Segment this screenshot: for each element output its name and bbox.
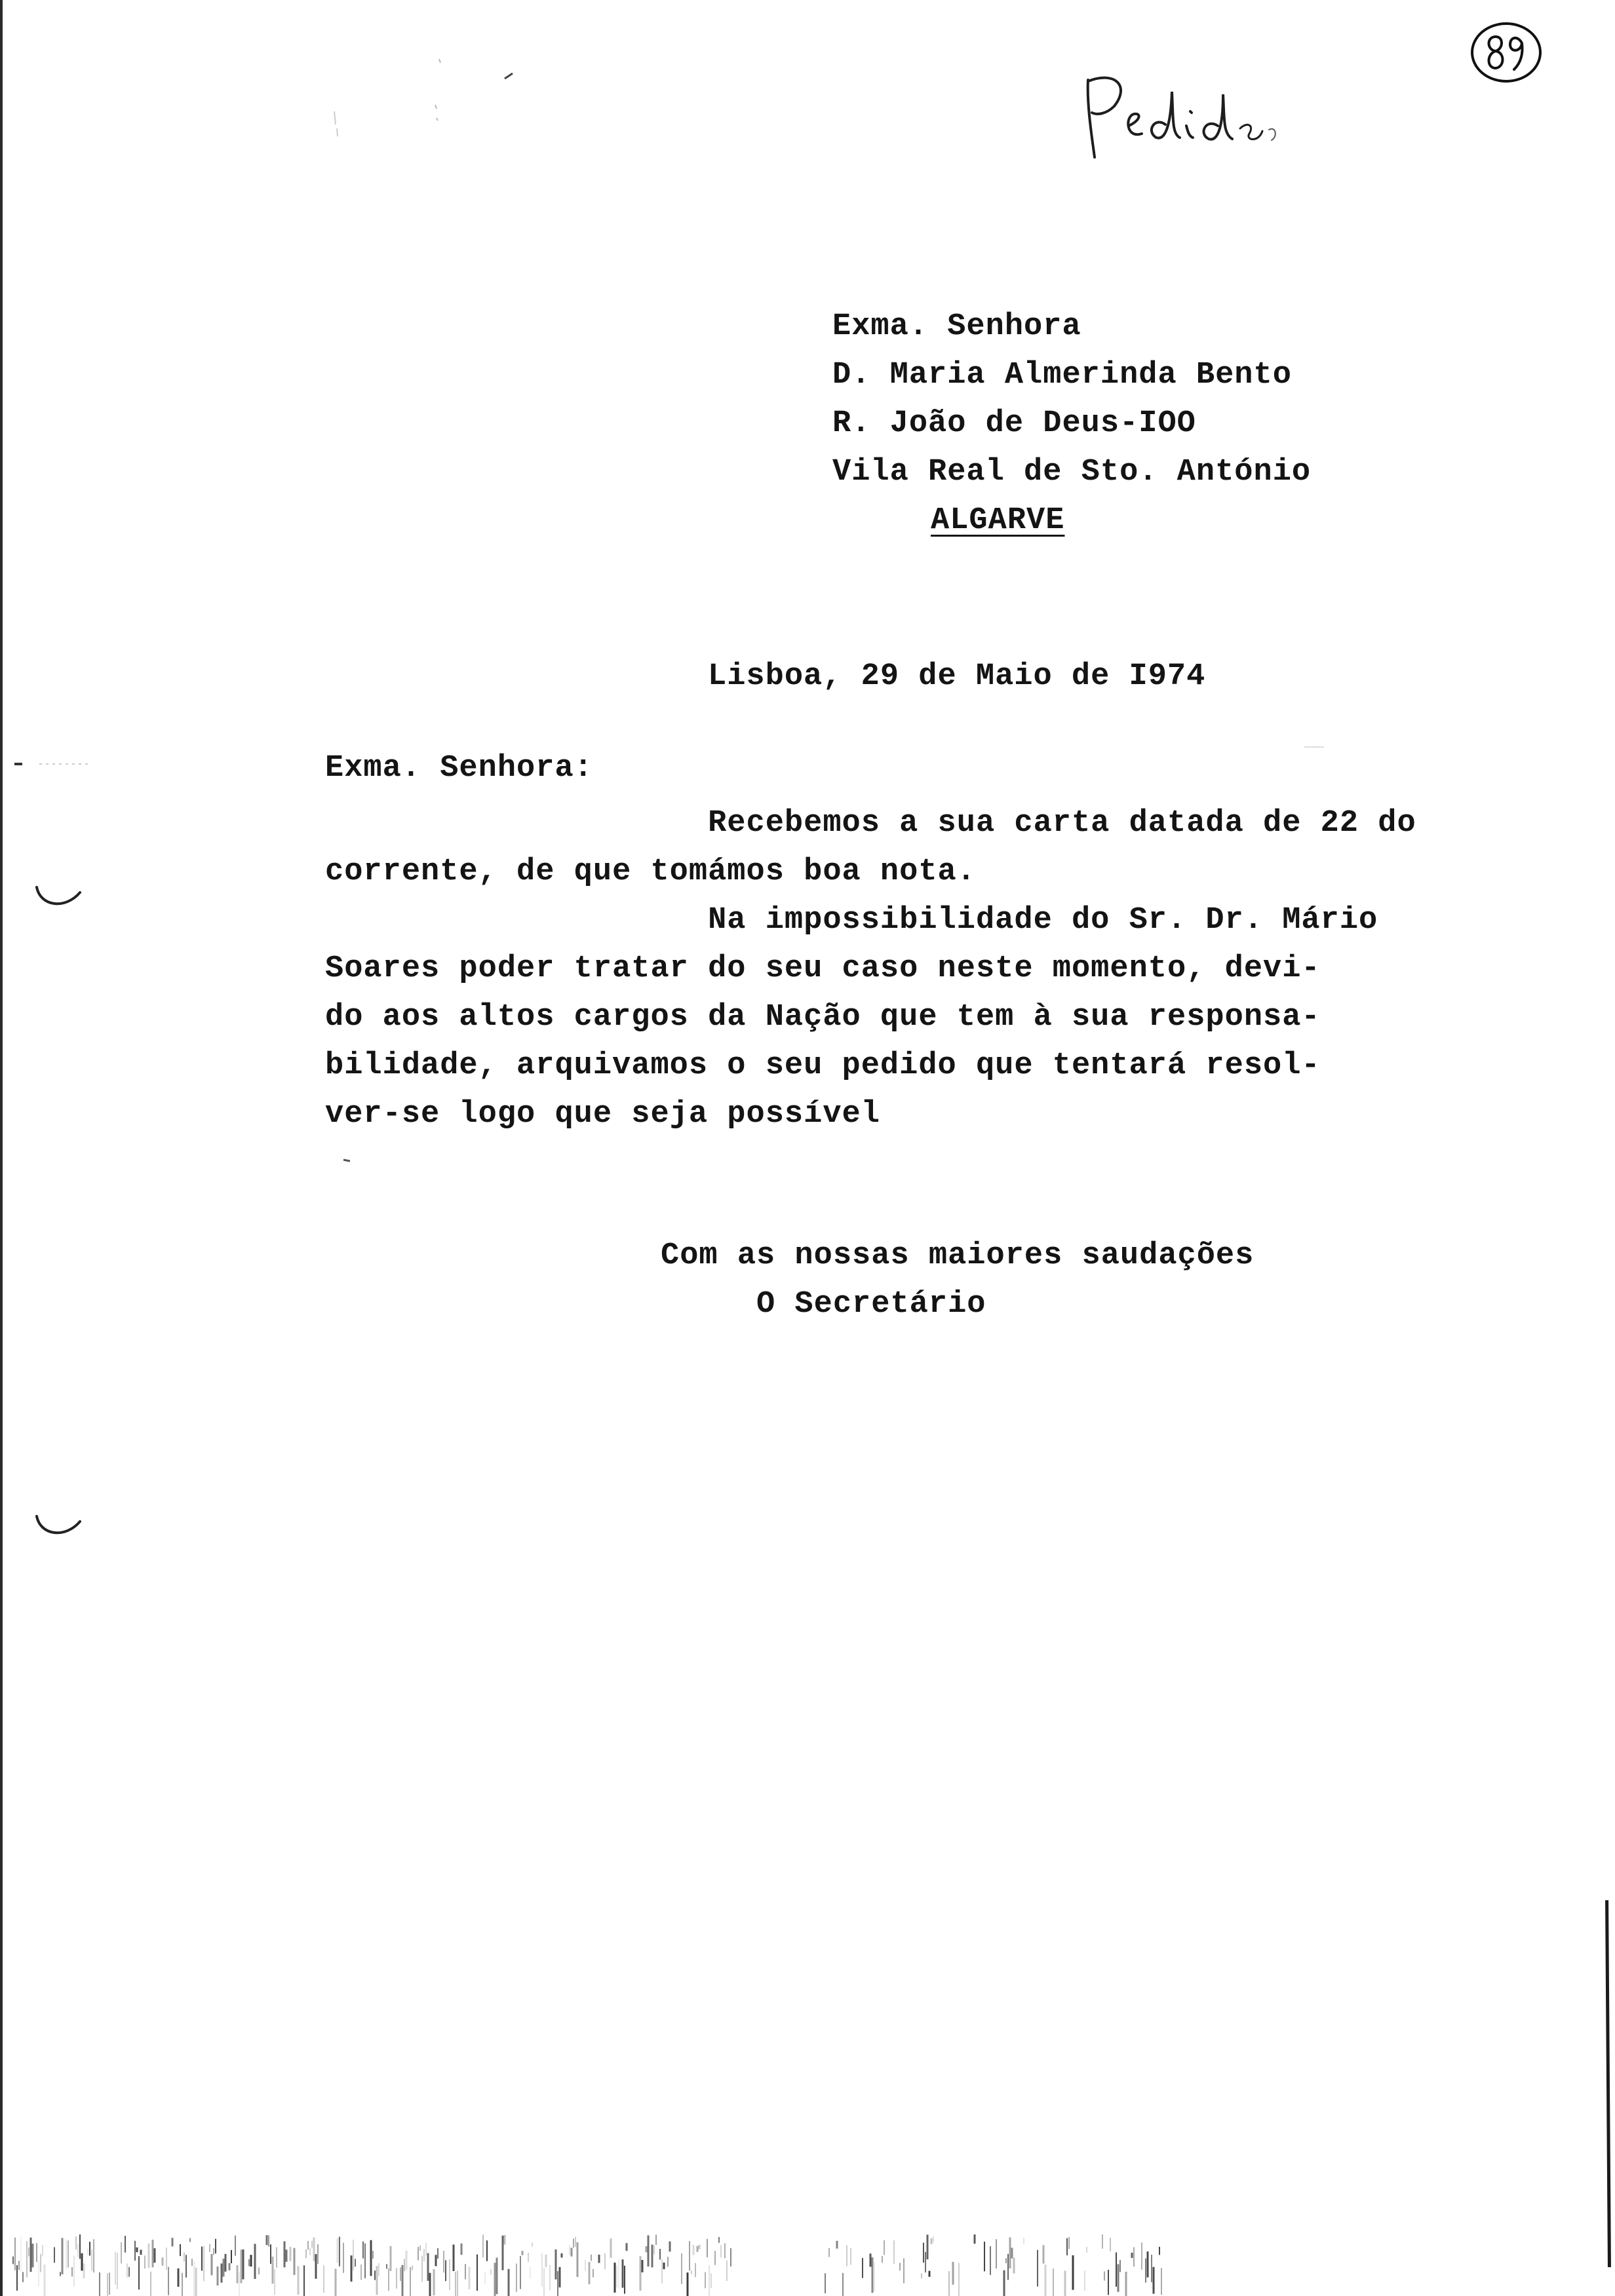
dateline: Lisboa, 29 de Maio de I974 (708, 659, 1206, 694)
stray-mark (328, 105, 347, 144)
body-line: corrente, de que tomámos boa nota. (325, 854, 976, 889)
body-line: Na impossibilidade do Sr. Dr. Mário (325, 903, 1378, 938)
stray-mark (341, 1153, 354, 1166)
address-line: Exma. Senhora (832, 309, 1081, 344)
address-line: R. João de Deus-IOO (832, 406, 1196, 441)
stray-mark (426, 46, 531, 138)
salutation: Exma. Senhora: (325, 751, 593, 786)
stray-mark (13, 757, 98, 771)
closing (661, 1232, 1254, 1329)
stray-mark (1298, 740, 1337, 760)
address-line: D. Maria Almerinda Bento (832, 358, 1292, 392)
scan-noise (0, 2208, 1615, 2296)
body-line: Recebemos a sua carta datada de 22 do (325, 806, 1416, 841)
body-line: bilidade, arquivamos o seu pedido que tentará resol- (325, 1048, 1321, 1083)
handwritten-annotation (1068, 66, 1291, 170)
letter-body (325, 799, 1416, 1139)
address-line: Vila Real de Sto. António (832, 455, 1312, 489)
punch-hole-mark (33, 878, 85, 917)
body-line: do aos altos cargos da Nação que tem à sua responsa- (325, 1000, 1321, 1035)
body-line: ver-se logo que seja possível (325, 1097, 880, 1132)
body-line: Soares poder tratar do seu caso neste momento, devi- (325, 951, 1321, 986)
scan-left-edge (0, 0, 3, 2296)
closing-line: Com as nossas maiores saudações (661, 1238, 1255, 1273)
address-region (832, 497, 1311, 545)
signature-title: O Secretário (661, 1287, 986, 1322)
punch-hole-mark (33, 1507, 85, 1546)
recipient-address (832, 303, 1311, 545)
page-number-circle (1467, 17, 1546, 88)
address-region-text: ALGARVE (931, 503, 1065, 538)
